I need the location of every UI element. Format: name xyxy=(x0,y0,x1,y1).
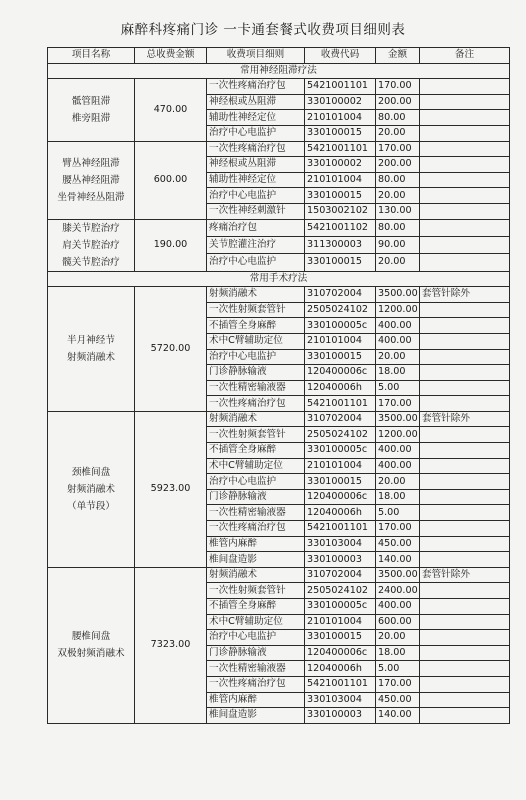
fee-note xyxy=(420,536,510,552)
fee-code: 210101004 xyxy=(305,333,376,349)
package-total: 470.00 xyxy=(135,79,207,141)
fee-code: 5421001101 xyxy=(305,396,376,412)
fee-code: 330100015 xyxy=(305,188,376,204)
fee-code: 12040006h xyxy=(305,661,376,677)
fee-amount: 18.00 xyxy=(376,365,420,381)
fee-code: 210101004 xyxy=(305,110,376,126)
fee-code: 5421001101 xyxy=(305,79,376,95)
fee-item-detail: 门诊静脉输液 xyxy=(207,489,305,505)
fee-amount: 200.00 xyxy=(376,94,420,110)
fee-note xyxy=(420,630,510,646)
fee-code: 330100015 xyxy=(305,630,376,646)
fee-item-detail: 治疗中心电监护 xyxy=(207,474,305,490)
fee-code: 311300003 xyxy=(305,236,376,253)
package-name-line: 颈椎间盘 xyxy=(71,466,111,478)
fee-code: 330103004 xyxy=(305,536,376,552)
fee-item-detail: 椎间盘造影 xyxy=(207,708,305,724)
fee-item-detail: 一次性精密输液器 xyxy=(207,380,305,396)
fee-item-detail: 一次性疼痛治疗包 xyxy=(207,141,305,157)
package-name-line: 臂丛神经阻滞 xyxy=(62,157,120,169)
fee-amount: 5.00 xyxy=(376,661,420,677)
table-row xyxy=(48,411,510,427)
fee-item-detail: 一次性射频套管针 xyxy=(207,427,305,443)
fee-amount: 5.00 xyxy=(376,380,420,396)
fee-amount: 80.00 xyxy=(376,172,420,188)
fee-note xyxy=(420,141,510,157)
fee-item-detail: 门诊静脉输液 xyxy=(207,645,305,661)
fee-amount: 400.00 xyxy=(376,458,420,474)
fee-note xyxy=(420,676,510,692)
fee-code: 1503002102 xyxy=(305,203,376,219)
fee-amount: 450.00 xyxy=(376,536,420,552)
fee-item-detail: 不插管全身麻醉 xyxy=(207,443,305,459)
fee-item-detail: 神经根或丛阻滞 xyxy=(207,157,305,173)
header-total: 总收费金额 xyxy=(135,48,207,64)
fee-code: 2505024102 xyxy=(305,302,376,318)
package-total: 190.00 xyxy=(135,219,207,271)
fee-item-detail: 椎管内麻醉 xyxy=(207,536,305,552)
section-label: 常用神经阻滞疗法 xyxy=(48,63,510,79)
package-name-line: （单节段） xyxy=(67,500,115,512)
table-row xyxy=(48,79,510,95)
fee-note xyxy=(420,583,510,599)
fee-code: 330100015 xyxy=(305,349,376,365)
package-name-line: 椎旁阻滞 xyxy=(71,112,111,124)
fee-note xyxy=(420,172,510,188)
fee-note xyxy=(420,708,510,724)
fee-item-detail: 射频消融术 xyxy=(207,411,305,427)
fee-code: 310702004 xyxy=(305,567,376,583)
fee-amount: 400.00 xyxy=(376,333,420,349)
fee-note xyxy=(420,614,510,630)
package-total: 600.00 xyxy=(135,141,207,219)
fee-code: 120400006c xyxy=(305,365,376,381)
fee-note xyxy=(420,318,510,334)
fee-code: 12040006h xyxy=(305,505,376,521)
fee-note xyxy=(420,125,510,141)
fee-code: 330100002 xyxy=(305,157,376,173)
fee-table xyxy=(47,47,510,724)
section-row xyxy=(48,63,510,79)
fee-code: 5421001101 xyxy=(305,141,376,157)
fee-code: 330103004 xyxy=(305,692,376,708)
package-name-cell xyxy=(48,219,135,271)
fee-amount: 80.00 xyxy=(376,219,420,236)
fee-code: 330100015 xyxy=(305,474,376,490)
fee-code: 330100003 xyxy=(305,708,376,724)
package-name-cell xyxy=(48,567,135,723)
fee-amount: 20.00 xyxy=(376,254,420,271)
fee-note xyxy=(420,236,510,253)
fee-amount: 20.00 xyxy=(376,474,420,490)
fee-note xyxy=(420,157,510,173)
package-name-line: 射频消融术 xyxy=(67,483,115,495)
fee-note xyxy=(420,505,510,521)
fee-amount: 1200.00 xyxy=(376,302,420,318)
fee-note xyxy=(420,692,510,708)
table-row xyxy=(48,219,510,236)
fee-note xyxy=(420,521,510,537)
fee-item-detail: 不插管全身麻醉 xyxy=(207,318,305,334)
fee-note xyxy=(420,203,510,219)
package-name-line: 骶管阻滞 xyxy=(71,95,111,107)
fee-note xyxy=(420,599,510,615)
fee-item-detail: 治疗中心电监护 xyxy=(207,125,305,141)
fee-note xyxy=(420,94,510,110)
package-name-line: 腰椎间盘 xyxy=(71,631,111,643)
fee-amount: 1200.00 xyxy=(376,427,420,443)
package-name-line: 膝关节腔治疗 xyxy=(62,222,120,234)
fee-amount: 170.00 xyxy=(376,521,420,537)
fee-code: 330100015 xyxy=(305,125,376,141)
fee-amount: 3500.00 xyxy=(376,567,420,583)
fee-code: 330100002 xyxy=(305,94,376,110)
fee-amount: 20.00 xyxy=(376,125,420,141)
fee-code: 2505024102 xyxy=(305,427,376,443)
fee-item-detail: 治疗中心电监护 xyxy=(207,188,305,204)
fee-code: 210101004 xyxy=(305,614,376,630)
fee-code: 330100005c xyxy=(305,443,376,459)
fee-code: 120400006c xyxy=(305,489,376,505)
fee-item-detail: 辅助性神经定位 xyxy=(207,110,305,126)
fee-item-detail: 一次性疼痛治疗包 xyxy=(207,79,305,95)
fee-amount: 20.00 xyxy=(376,630,420,646)
fee-note xyxy=(420,365,510,381)
fee-note xyxy=(420,254,510,271)
fee-item-detail: 治疗中心电监护 xyxy=(207,630,305,646)
fee-item-detail: 术中C臂辅助定位 xyxy=(207,614,305,630)
header-amount: 金额 xyxy=(376,48,420,64)
fee-note xyxy=(420,552,510,568)
fee-code: 210101004 xyxy=(305,458,376,474)
fee-code: 2505024102 xyxy=(305,583,376,599)
package-total: 5720.00 xyxy=(135,287,207,412)
header-note: 备注 xyxy=(420,48,510,64)
fee-note xyxy=(420,110,510,126)
fee-note xyxy=(420,188,510,204)
fee-item-detail: 疼痛治疗包 xyxy=(207,219,305,236)
fee-code: 5421001101 xyxy=(305,521,376,537)
fee-item-detail: 门诊静脉输液 xyxy=(207,365,305,381)
fee-amount: 3500.00 xyxy=(376,287,420,303)
fee-code: 12040006h xyxy=(305,380,376,396)
fee-note xyxy=(420,645,510,661)
fee-amount: 3500.00 xyxy=(376,411,420,427)
fee-amount: 20.00 xyxy=(376,349,420,365)
fee-amount: 200.00 xyxy=(376,157,420,173)
fee-item-detail: 射频消融术 xyxy=(207,287,305,303)
table-row xyxy=(48,567,510,583)
fee-note xyxy=(420,661,510,677)
fee-code: 330100003 xyxy=(305,552,376,568)
fee-note xyxy=(420,427,510,443)
fee-note xyxy=(420,333,510,349)
fee-item-detail: 神经根或丛阻滞 xyxy=(207,94,305,110)
fee-item-detail: 一次性疼痛治疗包 xyxy=(207,396,305,412)
fee-item-detail: 一次性疼痛治疗包 xyxy=(207,521,305,537)
fee-amount: 2400.00 xyxy=(376,583,420,599)
package-name-line: 髋关节腔治疗 xyxy=(62,256,120,268)
fee-code: 120400006c xyxy=(305,645,376,661)
fee-note: 套管针除外 xyxy=(420,287,510,303)
fee-note: 套管针除外 xyxy=(420,411,510,427)
fee-code: 310702004 xyxy=(305,287,376,303)
fee-amount: 400.00 xyxy=(376,443,420,459)
table-row xyxy=(48,287,510,303)
fee-note xyxy=(420,79,510,95)
fee-item-detail: 一次性精密输液器 xyxy=(207,505,305,521)
fee-body xyxy=(48,63,510,723)
header-code: 收费代码 xyxy=(305,48,376,64)
fee-item-detail: 关节腔灌注治疗 xyxy=(207,236,305,253)
package-total: 5923.00 xyxy=(135,411,207,567)
fee-item-detail: 治疗中心电监护 xyxy=(207,254,305,271)
fee-amount: 90.00 xyxy=(376,236,420,253)
fee-item-detail: 治疗中心电监护 xyxy=(207,349,305,365)
fee-amount: 600.00 xyxy=(376,614,420,630)
fee-note xyxy=(420,489,510,505)
package-total: 7323.00 xyxy=(135,567,207,723)
fee-amount: 400.00 xyxy=(376,318,420,334)
fee-code: 330100005c xyxy=(305,318,376,334)
fee-note xyxy=(420,219,510,236)
header-detail: 收费项目细则 xyxy=(207,48,305,64)
fee-amount: 18.00 xyxy=(376,489,420,505)
fee-item-detail: 不插管全身麻醉 xyxy=(207,599,305,615)
fee-amount: 130.00 xyxy=(376,203,420,219)
header-item-name: 项目名称 xyxy=(48,48,135,64)
section-label: 常用手术疗法 xyxy=(48,271,510,287)
package-name-line: 半月神经节 xyxy=(67,335,115,346)
fee-item-detail: 一次性精密输液器 xyxy=(207,661,305,677)
fee-code: 5421001102 xyxy=(305,219,376,236)
fee-amount: 170.00 xyxy=(376,676,420,692)
package-name-cell xyxy=(48,411,135,567)
fee-code: 330100005c xyxy=(305,599,376,615)
fee-amount: 170.00 xyxy=(376,141,420,157)
fee-note xyxy=(420,349,510,365)
fee-item-detail: 一次性射频套管针 xyxy=(207,583,305,599)
fee-item-detail: 椎间盘造影 xyxy=(207,552,305,568)
fee-amount: 450.00 xyxy=(376,692,420,708)
fee-item-detail: 一次性疼痛治疗包 xyxy=(207,676,305,692)
package-name-cell xyxy=(48,141,135,219)
fee-item-detail: 射频消融术 xyxy=(207,567,305,583)
package-name-line: 坐骨神经丛阻滞 xyxy=(57,191,125,203)
document-title: 麻醉科疼痛门诊 一卡通套餐式收费项目细则表 xyxy=(120,22,406,38)
package-name-line: 双极射频消融术 xyxy=(57,648,125,660)
fee-item-detail: 一次性射频套管针 xyxy=(207,302,305,318)
fee-note xyxy=(420,443,510,459)
fee-amount: 140.00 xyxy=(376,708,420,724)
fee-note xyxy=(420,396,510,412)
fee-item-detail: 术中C臂辅助定位 xyxy=(207,333,305,349)
fee-note xyxy=(420,474,510,490)
fee-note xyxy=(420,302,510,318)
package-name-cell xyxy=(48,79,135,141)
fee-item-detail: 辅助性神经定位 xyxy=(207,172,305,188)
header-row xyxy=(48,48,510,64)
fee-amount: 5.00 xyxy=(376,505,420,521)
fee-amount: 140.00 xyxy=(376,552,420,568)
section-row xyxy=(48,271,510,287)
package-name-line: 肩关节腔治疗 xyxy=(62,239,120,251)
package-name-cell xyxy=(48,287,135,412)
fee-amount: 400.00 xyxy=(376,599,420,615)
fee-code: 5421001101 xyxy=(305,676,376,692)
fee-note xyxy=(420,458,510,474)
fee-amount: 20.00 xyxy=(376,188,420,204)
fee-item-detail: 椎管内麻醉 xyxy=(207,692,305,708)
fee-amount: 170.00 xyxy=(376,79,420,95)
fee-amount: 18.00 xyxy=(376,645,420,661)
table-row xyxy=(48,141,510,157)
fee-code: 210101004 xyxy=(305,172,376,188)
package-name-line: 射频消融术 xyxy=(67,352,115,363)
fee-amount: 80.00 xyxy=(376,110,420,126)
fee-code: 330100015 xyxy=(305,254,376,271)
fee-note: 套管针除外 xyxy=(420,567,510,583)
fee-code: 310702004 xyxy=(305,411,376,427)
fee-amount: 170.00 xyxy=(376,396,420,412)
fee-note xyxy=(420,380,510,396)
fee-item-detail: 术中C臂辅助定位 xyxy=(207,458,305,474)
fee-item-detail: 一次性神经刺激针 xyxy=(207,203,305,219)
package-name-line: 腰丛神经阻滞 xyxy=(62,174,120,186)
